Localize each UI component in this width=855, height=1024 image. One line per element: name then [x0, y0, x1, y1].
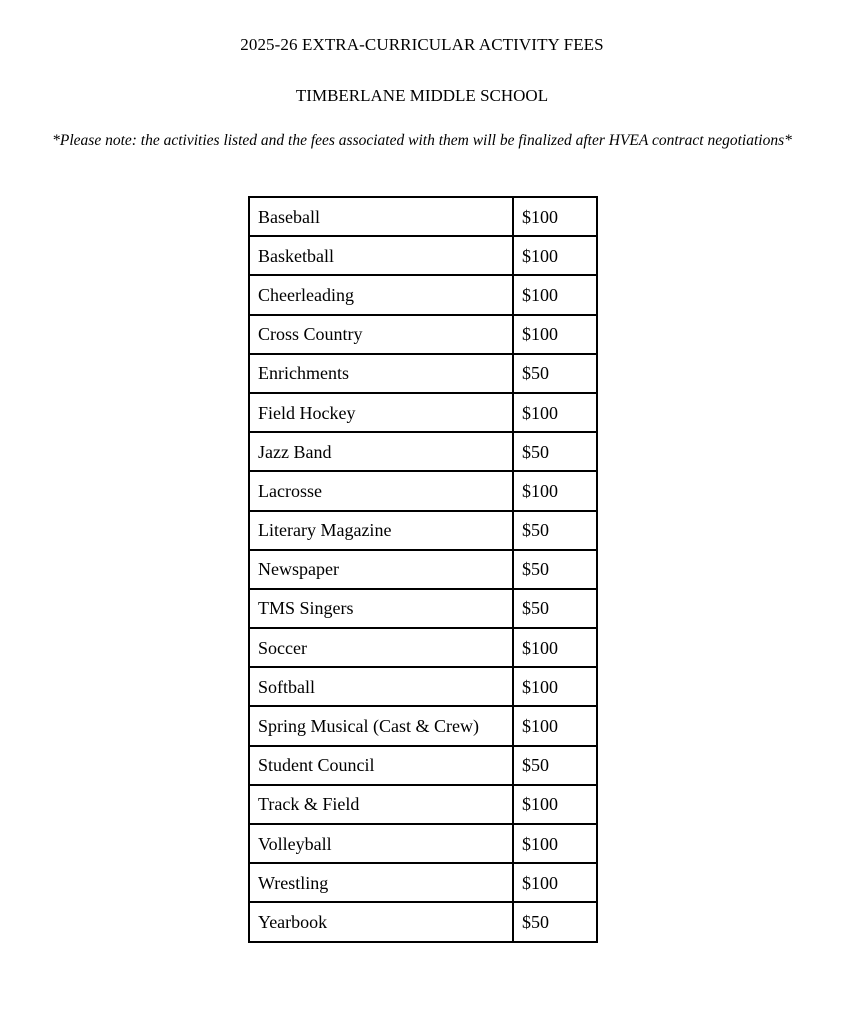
activity-fee-cell: $50	[513, 511, 597, 550]
table-row	[249, 393, 597, 432]
activity-name-cell: Volleyball	[249, 824, 513, 863]
activity-fee-cell: $100	[513, 275, 597, 314]
activity-name-cell: Student Council	[249, 746, 513, 785]
activity-fee-cell: $50	[513, 550, 597, 589]
activity-name-cell: Literary Magazine	[249, 511, 513, 550]
table-row	[249, 432, 597, 471]
table-row	[249, 354, 597, 393]
activity-name-cell: Baseball	[249, 197, 513, 236]
table-row	[249, 785, 597, 824]
activity-name-cell: Lacrosse	[249, 471, 513, 510]
fees-note: *Please note: the activities listed and the fees associated with them will be finalized after HVEA contract negotiations*	[52, 132, 792, 149]
activity-fee-cell: $100	[513, 236, 597, 275]
activity-fee-cell: $100	[513, 824, 597, 863]
table-row	[249, 746, 597, 785]
activity-name-cell: Softball	[249, 667, 513, 706]
activity-fee-cell: $50	[513, 902, 597, 941]
table-row	[249, 824, 597, 863]
activity-name-cell: Basketball	[249, 236, 513, 275]
activity-name-cell: TMS Singers	[249, 589, 513, 628]
activity-name-cell: Spring Musical (Cast & Crew)	[249, 706, 513, 745]
activity-fee-cell: $50	[513, 746, 597, 785]
table-row	[249, 550, 597, 589]
activity-fee-cell: $100	[513, 706, 597, 745]
table-row	[249, 315, 597, 354]
school-name: TIMBERLANE MIDDLE SCHOOL	[295, 86, 549, 105]
activity-name-cell: Jazz Band	[249, 432, 513, 471]
activity-fees-table	[248, 196, 598, 943]
activity-name-cell: Track & Field	[249, 785, 513, 824]
activity-name-cell: Field Hockey	[249, 393, 513, 432]
table-row	[249, 902, 597, 941]
activity-name-cell: Newspaper	[249, 550, 513, 589]
table-row	[249, 471, 597, 510]
table-row	[249, 511, 597, 550]
activity-name-cell: Wrestling	[249, 863, 513, 902]
table-row	[249, 628, 597, 667]
activity-name-cell: Enrichments	[249, 354, 513, 393]
table-row	[249, 706, 597, 745]
activity-fee-cell: $50	[513, 589, 597, 628]
activity-name-cell: Yearbook	[249, 902, 513, 941]
activity-fee-cell: $100	[513, 785, 597, 824]
activity-fee-cell: $100	[513, 863, 597, 902]
activity-fee-cell: $50	[513, 354, 597, 393]
activity-fees-table-body	[249, 197, 597, 942]
activity-fee-cell: $100	[513, 667, 597, 706]
activity-name-cell: Soccer	[249, 628, 513, 667]
activity-fee-cell: $50	[513, 432, 597, 471]
activity-name-cell: Cheerleading	[249, 275, 513, 314]
table-row	[249, 667, 597, 706]
activity-name-cell: Cross Country	[249, 315, 513, 354]
document-title: 2025-26 EXTRA-CURRICULAR ACTIVITY FEES	[240, 35, 604, 54]
activity-fee-cell: $100	[513, 471, 597, 510]
table-row	[249, 197, 597, 236]
activity-fee-cell: $100	[513, 393, 597, 432]
table-row	[249, 275, 597, 314]
table-row	[249, 589, 597, 628]
table-row	[249, 863, 597, 902]
activity-fee-cell: $100	[513, 197, 597, 236]
activity-fee-cell: $100	[513, 315, 597, 354]
activity-fee-cell: $100	[513, 628, 597, 667]
table-row	[249, 236, 597, 275]
